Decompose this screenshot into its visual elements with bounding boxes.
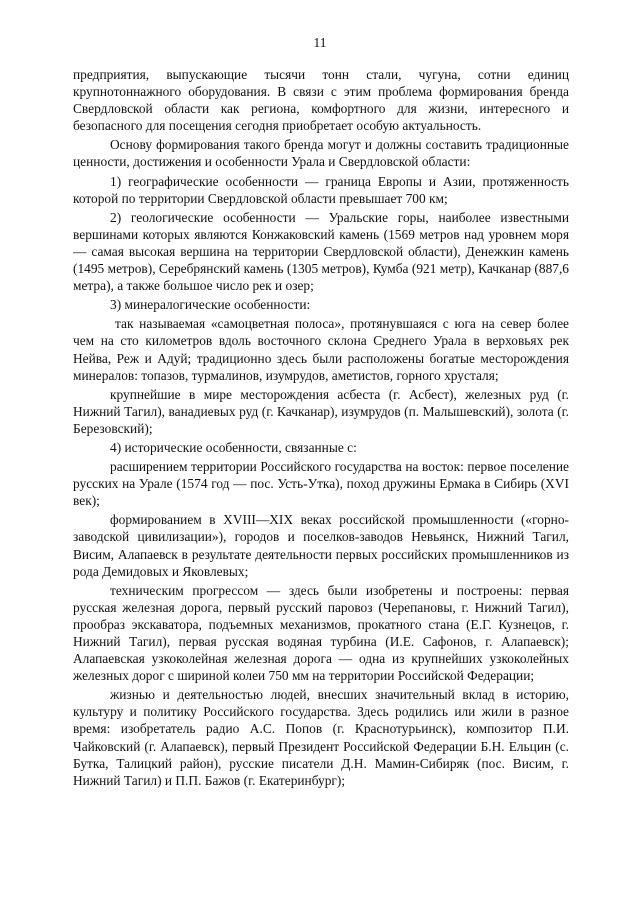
paragraph: формированием в XVIII—XIX веках российской промышленности («горно-заводской цивилизации»), городов и поселков-заводов Невьянск, Нижний Тагил, Висим, Алапаевск в результате деятельности первых российских промышленников из рода Демидовых и Яковлевых; <box>73 512 569 579</box>
paragraph: 1) географические особенности — граница Европы и Азии, протяженность которой по территории Свердловской области превышает 700 км; <box>73 173 569 206</box>
paragraph: Основу формирования такого бренда могут и должны составить традиционные ценности, достижения и особенности Урала и Свердловской области: <box>73 137 569 170</box>
paragraph: 4) исторические особенности, связанные с: <box>110 439 357 455</box>
page-number: 11 <box>313 35 327 50</box>
document-body <box>73 66 569 791</box>
paragraph: так называемая «самоцветная полоса», протянувшаяся с юга на север более чем на сто километров вдоль восточного склона Среднего Урала в верховьях рек Нейва, Реж и Адуй; традиционно здесь были расположены богатые месторождения минералов: топазов, турмалинов, изумрудов, аметистов, горного хрусталя; <box>73 316 569 383</box>
paragraph: техническим прогрессом — здесь были изобретены и построены: первая русская железная дорога, первый русский паровоз (Черепановы, г. Нижний Тагил), прообраз экскаватора, подъемных механизмов, прокатного стана (Е.Г. Кузнецов, г. Нижний Тагил), первая русская водяная турбина (И.Е. Сафонов, г. Алапаевск); Алапаевская узкоколейная железная дорога — одна из крупнейших узкоколейных железных дорог с шириной колеи 750 мм на территории Российской Федерации; <box>73 582 569 684</box>
paragraph: 2) геологические особенности — Уральские горы, наиболее известными вершинами которых являются Конжаковский камень (1569 метров над уровнем моря — самая высокая вершина на территории Свердловской области), Денежкин камень (1495 метров), Серебрянский камень (1305 метров), Кумба (921 метр), Качканар (887,6 метра), а также большое число рек и озер; <box>73 209 569 294</box>
paragraph: крупнейшие в мире месторождения асбеста (г. Асбест), железных руд (г. Нижний Тагил), ванадиевых руд (г. Качканар), изумрудов (п. Малышевский), золота (г. Березовский); <box>73 386 569 436</box>
paragraph: 3) минералогические особенности: <box>110 297 311 313</box>
paragraph: предприятия, выпускающие тысячи тонн стали, чугуна, сотни единиц крупнотоннажного оборудования. В связи с этим проблема формирования бренда Свердловской области как региона, комфортного для жизни, интересного и безопасного для посещения сегодня приобретает особую актуальность. <box>73 67 569 134</box>
paragraph: жизнью и деятельностью людей, внесших значительный вклад в историю, культуру и политику Российского государства. Здесь родились или жили в разное время: изобретатель радио А.С. Попов (г. Краснотурьинск), композитор П.И. Чайковский (г. Алапаевск), первый Президент Российской Федерации Б.Н. Ельцин (с. Бутка, Талицкий район), русские писатели Д.Н. Мамин-Сибиряк (пос. Висим, г. Нижний Тагил) и П.П. Бажов (г. Екатеринбург); <box>73 687 569 788</box>
paragraph: расширением территории Российского государства на восток: первое поселение русских на Урале (1574 год — пос. Усть-Утка), поход дружины Ермака в Сибирь (XVI век); <box>73 459 569 509</box>
